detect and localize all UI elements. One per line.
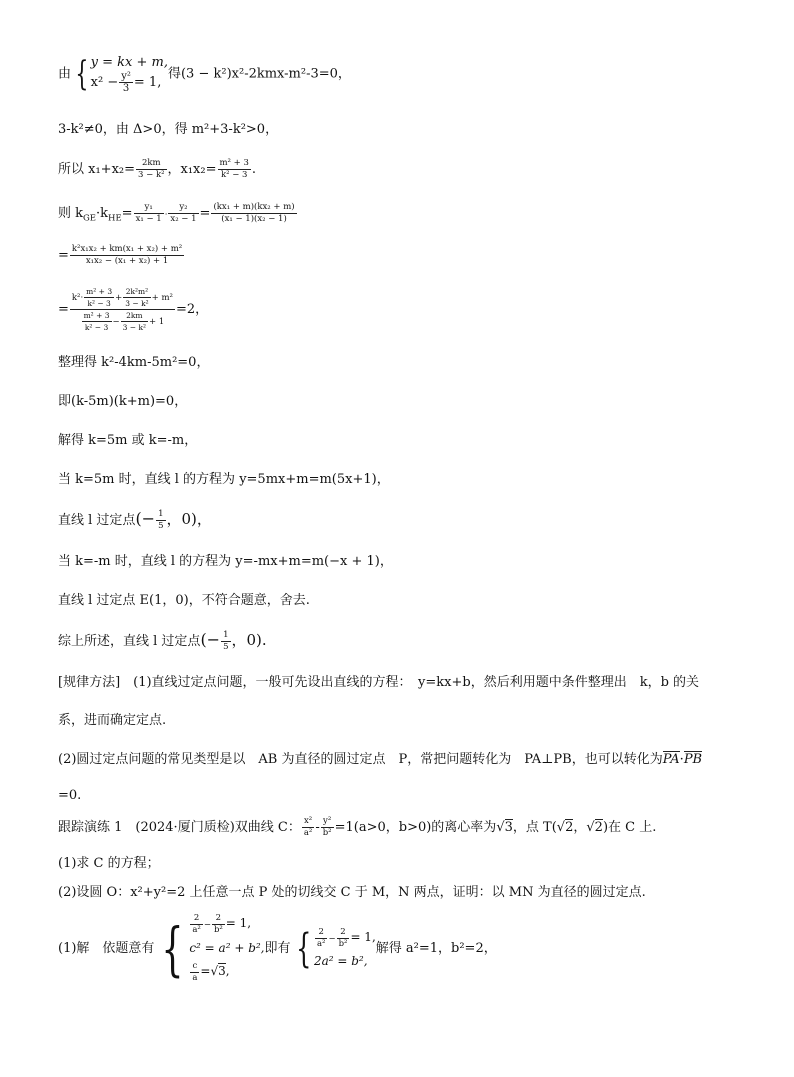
sqrt-symbol: √: [586, 820, 595, 835]
slope-dot: ·k: [96, 206, 109, 221]
row2-b: = 1,: [133, 75, 162, 90]
fraction: [321, 816, 334, 839]
numerator: 2: [190, 913, 202, 925]
denominator: a: [192, 973, 198, 983]
slope-line: 则 $k_{GE}\cdot k_{HE}=$ $\frac{\text{y₁}}{\text{x₁ − 1}}$ · $\frac{\text{y₂}}{\text{x₂ − 1}}$ = $\frac{\text{(kx₁ + m)(kx₂ + m)}}{\text{(x₁ − 1)(x₂ − 1)}}$: [58, 202, 295, 224]
equals: =: [121, 206, 133, 221]
numerator: y₂: [168, 202, 198, 214]
fraction: [221, 630, 230, 653]
numerator: x²: [302, 816, 314, 828]
slope-prefix: 则 k: [58, 206, 84, 221]
equation-system: [189, 912, 264, 985]
solution-tail: 解得 a²=1，b²=2，: [375, 941, 497, 956]
text: (2)圆过定点问题的常见类型是以 AB 为直径的圆过定点 P，常把问题转化为 PA⊥PB，也可以转化为: [58, 752, 663, 767]
step-2-line: [58, 244, 185, 267]
equals: =: [58, 302, 69, 317]
equation-system: [91, 54, 168, 94]
fraction: [121, 310, 148, 333]
fraction: [70, 244, 184, 267]
text-line: 即(k-5m)(k+m)=0，: [58, 394, 188, 409]
radicand: 2: [594, 820, 603, 835]
mid-text: 即有: [264, 941, 291, 956]
denominator: 3 − k²: [122, 323, 147, 332]
vector-pa: PA: [662, 752, 680, 767]
numerator: 2: [337, 927, 350, 939]
text: ，点 T(: [512, 820, 557, 835]
paren-open: (−: [135, 509, 156, 528]
method-line-1: [规律方法] (1)直线过定点问题，一般可先设出直线的方程： y=kx+b，然后利用题中条件整理出 k，b 的关: [58, 675, 700, 690]
fraction: [82, 310, 112, 333]
sqrt-symbol: √: [496, 820, 505, 835]
text-line: 解得 k=5m 或 k=-m，: [58, 433, 198, 448]
method-line-2: 系，进而确定定点.: [58, 713, 167, 728]
paren-close: ，0)，: [166, 510, 212, 528]
minus: −: [328, 933, 336, 944]
numerator: 2km: [121, 310, 148, 322]
system-row-1: [314, 926, 376, 950]
fraction: [190, 913, 202, 936]
radicand: 3: [504, 820, 513, 835]
dot: ·: [679, 752, 684, 767]
text: =1(a>0，b>0)的离心率为: [334, 820, 497, 835]
denominator: 5: [158, 521, 164, 531]
tail: = 1,: [225, 916, 252, 930]
denominator: 5: [223, 642, 229, 652]
bottom-tail: + 1: [149, 317, 165, 327]
denominator: a²: [316, 938, 326, 949]
compound-numerator: [70, 286, 175, 310]
fraction: [84, 286, 114, 309]
system-line-1: [58, 54, 351, 94]
plus: +: [115, 293, 123, 303]
text-line: 整理得 k²-4km-5m²=0，: [58, 355, 210, 370]
top-tail: + m²: [151, 293, 173, 303]
numerator: m² + 3: [83, 311, 110, 320]
numerator: y²: [321, 816, 334, 828]
denominator: x₁x₂ − (x₁ + x₂) + 1: [85, 256, 169, 266]
paren-open: (−: [200, 630, 221, 649]
equation-system: [314, 926, 376, 972]
minus: −: [203, 920, 211, 930]
equals: =: [200, 964, 211, 978]
numerator: 1: [223, 630, 229, 640]
denominator: (x₁ − 1)(x₂ − 1): [221, 214, 287, 224]
exercise-line: [58, 816, 656, 839]
numerator: y₁: [134, 202, 164, 214]
fraction: [337, 927, 350, 950]
k-squared: k²·: [71, 293, 84, 303]
fraction: [156, 509, 165, 532]
fraction: [302, 816, 314, 839]
denominator: a²: [192, 925, 201, 935]
fixed-point-line-2: [58, 629, 267, 653]
text: 直线 l 过定点: [58, 513, 136, 528]
text: )在 C 上.: [602, 820, 657, 835]
solution-line: [58, 912, 497, 985]
row2-a: x² −: [90, 75, 119, 90]
vieta-tail: .: [251, 162, 257, 177]
minus: -: [315, 820, 320, 835]
denominator: 3: [122, 83, 130, 94]
denominator: b²: [322, 828, 332, 838]
vieta-prefix: 所以 x₁+x₂=: [58, 162, 136, 177]
fraction: [190, 961, 199, 984]
system-row-2: 2a² = b²,: [313, 953, 368, 968]
question-1: (1)求 C 的方程；: [58, 856, 160, 871]
fraction: [315, 927, 327, 950]
numerator: m² + 3: [219, 158, 249, 168]
text: 跟踪演练 1 (2024·厦门质检)双曲线 C：: [58, 820, 301, 835]
subscript: GE: [83, 213, 97, 224]
left-brace: {: [161, 914, 184, 983]
subscript: HE: [108, 213, 122, 224]
fixed-point-line-1: [58, 508, 212, 532]
tail: = 1,: [350, 929, 376, 944]
system-row-1: [189, 912, 264, 937]
vieta-mid: ，x₁x₂=: [167, 162, 217, 177]
result: =2，: [175, 302, 209, 317]
denominator: 3 − k²: [138, 170, 165, 180]
fraction: [211, 202, 296, 225]
denominator: k² − 3: [84, 323, 109, 332]
numerator: (kx₁ + m)(kx₂ + m): [213, 202, 295, 212]
numerator: 1: [158, 509, 164, 519]
prefix-text: 由: [58, 66, 72, 82]
numerator: m² + 3: [86, 287, 113, 296]
vector-pb: PB: [683, 752, 703, 767]
step-3-line: [58, 286, 208, 333]
numerator: 2: [315, 927, 327, 939]
paren-close: ，0).: [231, 631, 267, 649]
sqrt-symbol: √: [210, 964, 219, 978]
fraction: [218, 158, 251, 181]
numerator: c: [190, 961, 199, 973]
numerator: 2k²m²: [123, 286, 150, 298]
compound-denominator: [70, 310, 175, 333]
numerator: k²x₁x₂ + km(x₁ + x₂) + m²: [71, 244, 183, 254]
fraction: [168, 202, 198, 225]
method-line-3: [58, 752, 702, 768]
text-line: 直线 l 过定点 E(1，0)，不符合题意，舍去.: [58, 593, 310, 608]
radicand: 2: [565, 820, 574, 835]
denominator: 3 − k²: [125, 299, 149, 308]
fraction: [123, 286, 150, 309]
denominator: k² − 3: [220, 170, 248, 180]
method-line-4: =0.: [58, 788, 82, 803]
denominator: a²: [303, 828, 313, 838]
denominator: b²: [213, 925, 223, 935]
system-row-1: y = kx + m,: [90, 55, 168, 70]
fraction: [119, 71, 133, 94]
fraction: [134, 202, 164, 225]
numerator: y²: [121, 71, 131, 82]
text-line: 当 k=5m 时，直线 l 的方程为 y=5mx+m=m(5x+1)，: [58, 472, 390, 487]
tail: ,: [225, 964, 230, 978]
radicand: 3: [218, 964, 226, 978]
system-tail: 得(3 − k²)x²-2kmx-m²-3=0，: [167, 66, 351, 82]
fraction: [136, 158, 167, 181]
numerator: 2km: [136, 158, 167, 170]
denominator: x₂ − 1: [170, 214, 197, 224]
fraction: [212, 913, 225, 936]
compound-fraction: [70, 286, 175, 333]
question-2: (2)设圆 O：x²+y²=2 上任意一点 P 处的切线交 C 于 M，N 两点，证明：以 MN 为直径的圆过定点.: [58, 885, 646, 900]
system-row-2: [91, 71, 168, 94]
denominator: x₁ − 1: [135, 214, 162, 224]
minus: −: [112, 317, 120, 327]
denominator: k² − 3: [87, 299, 111, 308]
denominator: b²: [338, 938, 348, 949]
condition-line: 3-k²≠0，由 Δ>0，得 m²+3-k²>0，: [58, 122, 279, 137]
numerator: 2: [212, 913, 225, 925]
solution-prefix: (1)解 依题意有: [58, 941, 155, 956]
text-line: 当 k=-m 时，直线 l 的方程为 y=-mx+m=m(−x + 1)，: [58, 554, 393, 569]
sqrt-symbol: √: [556, 820, 566, 835]
text: ，: [573, 820, 587, 835]
system-row-2: c² = a² + b²,: [189, 941, 265, 955]
system-row-3: [189, 960, 264, 985]
text: 综上所述，直线 l 过定点: [58, 634, 201, 649]
equals: =: [199, 206, 211, 221]
left-brace: {: [75, 54, 89, 94]
equals: =: [58, 248, 69, 263]
vieta-line: [58, 158, 256, 181]
left-brace: {: [295, 925, 311, 972]
